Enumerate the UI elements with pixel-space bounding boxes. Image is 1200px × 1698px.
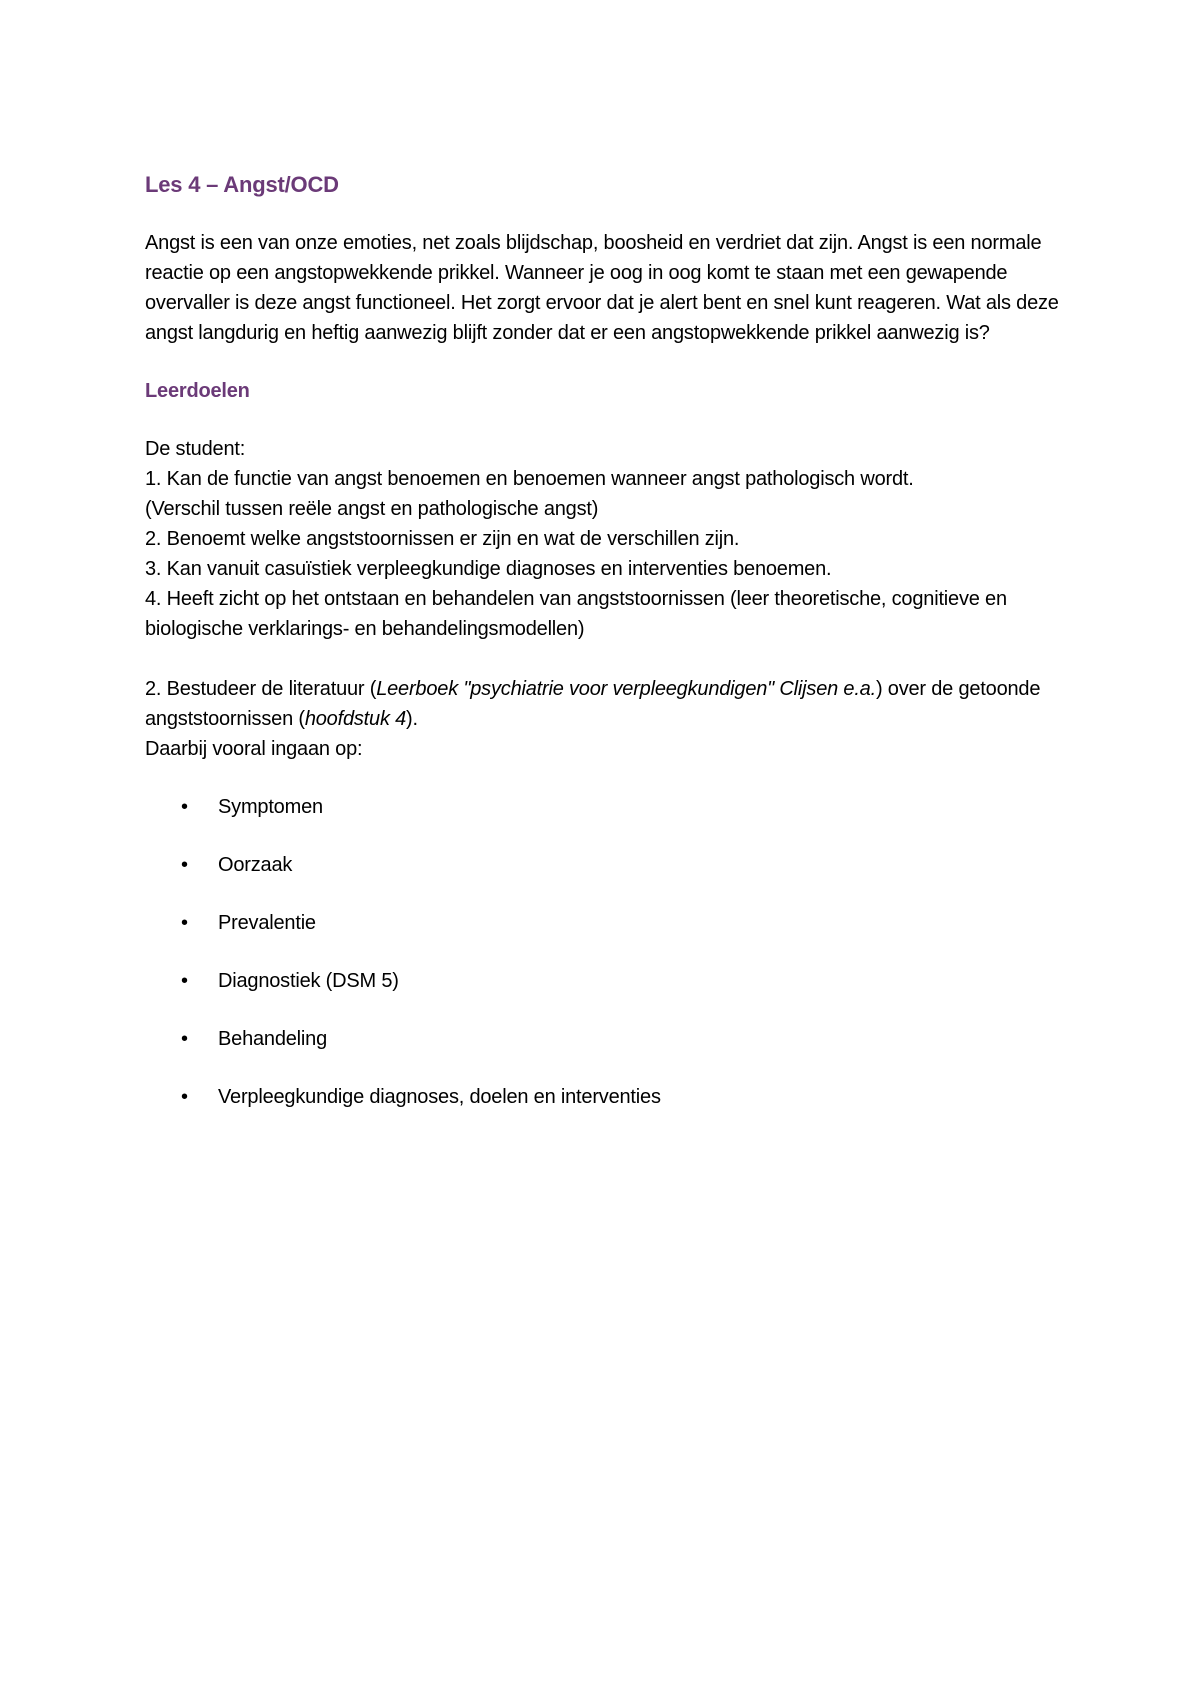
bullet-text: Diagnostiek (DSM 5) <box>218 970 399 992</box>
leerdoelen-lead: De student: <box>145 438 246 460</box>
leerdoelen-list <box>145 434 1085 644</box>
bullet-item <box>145 1024 1085 1054</box>
bullet-item <box>145 966 1085 996</box>
leerdoel-item: 2. Benoemt welke angststoornissen er zijn en wat de verschillen zijn. <box>145 528 740 550</box>
leerdoel-item: 1. Kan de functie van angst benoemen en benoemen wanneer angst pathologisch wordt. <box>145 468 914 490</box>
bullet-icon: • <box>181 970 188 992</box>
study-focus: Daarbij vooral ingaan op: <box>145 738 363 760</box>
bullet-text: Symptomen <box>218 796 323 818</box>
study-text-3: ). <box>406 708 418 730</box>
document-content <box>145 170 1085 1140</box>
bullet-icon: • <box>181 854 188 876</box>
document-title: Les 4 – Angst/OCD <box>145 172 339 197</box>
study-book-title: Leerboek "psychiatrie voor verpleegkundigen" Clijsen e.a. <box>376 678 876 700</box>
bullet-item <box>145 792 1085 822</box>
study-text-1: 2. Bestudeer de literatuur ( <box>145 678 377 700</box>
bullet-item <box>145 850 1085 880</box>
bullet-icon: • <box>181 1028 188 1050</box>
bullet-icon: • <box>181 912 188 934</box>
bullet-text: Behandeling <box>218 1028 328 1050</box>
intro-paragraph: Angst is een van onze emoties, net zoals blijdschap, boosheid en verdriet dat zijn. Angst is een normale reactie op een angstopwekkende prikkel. Wanneer je oog in oog komt te staan met een gewapende overvaller is deze angst functioneel. Het zorgt ervoor dat je alert bent en snel kunt reageren. Wat als deze angst langdurig en heftig aanwezig blijft zonder dat er een angstopwekkende prikkel aanwezig is? <box>145 232 1059 344</box>
bullet-text: Prevalentie <box>218 912 316 934</box>
bullet-item <box>145 908 1085 938</box>
bullet-text: Verpleegkundige diagnoses, doelen en interventies <box>218 1086 661 1108</box>
bullet-icon: • <box>181 1086 188 1108</box>
study-paragraph <box>145 674 1085 764</box>
bullet-icon: • <box>181 796 188 818</box>
bullet-text: Oorzaak <box>218 854 293 876</box>
focus-bullet-list <box>145 792 1085 1112</box>
study-text-2: ) over de getoonde angststoornissen ( <box>145 678 1041 730</box>
leerdoel-item: 4. Heeft zicht op het ontstaan en behandelen van angststoornissen (leer theoretische, cognitieve en biologische verklarings- en behandelingsmodellen) <box>145 588 1007 640</box>
leerdoelen-heading: Leerdoelen <box>145 380 250 402</box>
leerdoel-item: (Verschil tussen reële angst en pathologische angst) <box>145 498 599 520</box>
leerdoel-item: 3. Kan vanuit casuïstiek verpleegkundige diagnoses en interventies benoemen. <box>145 558 832 580</box>
study-chapter: hoofdstuk 4 <box>304 708 407 730</box>
bullet-item <box>145 1082 1085 1112</box>
